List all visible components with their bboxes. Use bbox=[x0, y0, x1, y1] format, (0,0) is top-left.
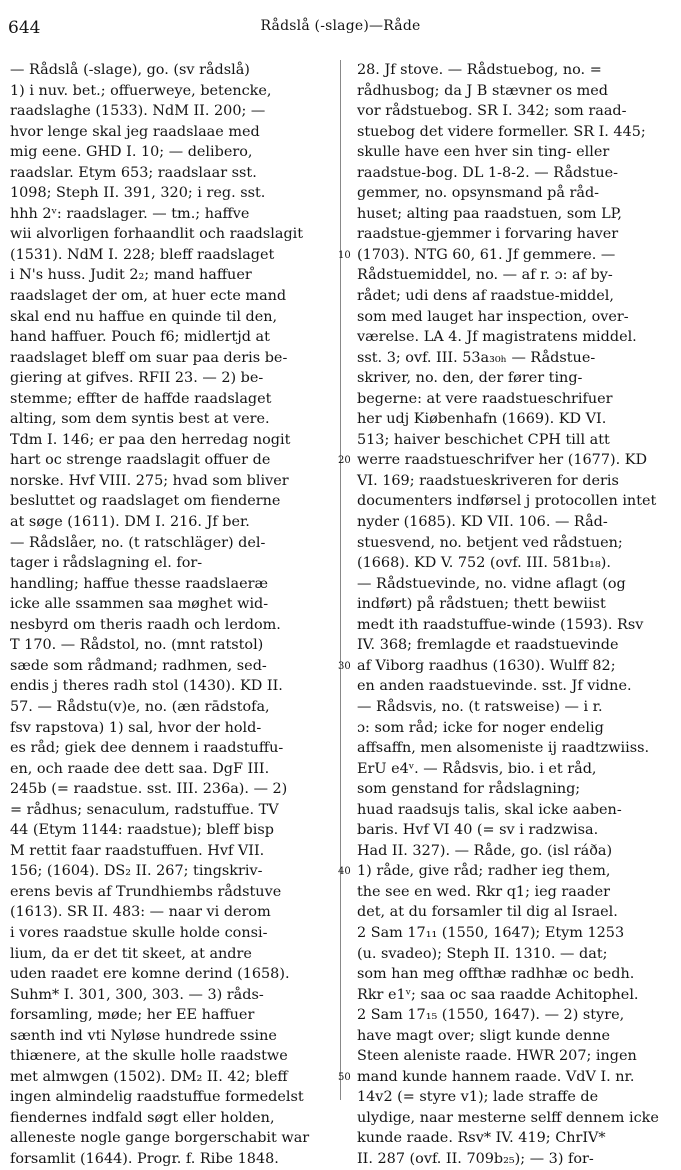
text-line: = rådhus; senaculum, radstuffue. TV bbox=[10, 801, 279, 818]
text-line: stuebog det videre formeller. SR I. 445; bbox=[357, 123, 646, 140]
text-line: skal end nu haffue en quinde til den, bbox=[10, 308, 278, 325]
text-line: — Rådslåer, no. (t ratschläger) del- bbox=[10, 534, 266, 551]
text-line: 2 Sam 17₁₅ (1550, 1647). — 2) styre, bbox=[357, 1007, 625, 1024]
margin-line-number: 20 bbox=[338, 455, 351, 467]
text-line: lium, da er det tit skeet, at andre bbox=[10, 945, 252, 962]
text-line: af Viborg raadhus (1630). Wulff 82; bbox=[357, 657, 616, 674]
page-number: 644 bbox=[8, 18, 41, 38]
running-head: Rådslå (-slage)—Råde bbox=[260, 18, 421, 34]
text-line: gemmer, no. opsynsmand på råd- bbox=[357, 185, 600, 202]
text-line: mand kunde hannem raade. VdV I. nr. bbox=[357, 1068, 635, 1085]
text-line: handling; haffue thesse raadslaeræ bbox=[10, 575, 269, 592]
text-line: i N's huss. Judit 2₂; mand haffuer bbox=[10, 267, 252, 284]
text-line: hart oc strenge raadslagit offuer de bbox=[10, 452, 271, 469]
text-line: giering at gifves. RFII 23. — 2) be- bbox=[10, 370, 264, 387]
text-line: huad raadsujs talis, skal icke aaben- bbox=[357, 801, 622, 818]
text-line: 44 (Etym 1144: raadstue); bleff bisp bbox=[10, 822, 274, 839]
text-line: nesbyrd om theris raadh och lerdom. bbox=[10, 616, 281, 633]
text-line: begerne: at vere raadstueschrifuer bbox=[357, 390, 613, 407]
text-line: 2 Sam 17₁₁ (1550, 1647); Etym 1253 bbox=[357, 924, 625, 941]
text-line: en, och raade dee dett saa. DgF III. bbox=[10, 760, 270, 777]
text-line: raadstue-bog. DL 1-8-2. — Rådstue- bbox=[357, 164, 619, 181]
text-line: (1531). NdM I. 228; bleff raadslaget bbox=[10, 246, 275, 263]
text-line: kunde raade. Rsv* IV. 419; ChrIV* bbox=[357, 1130, 606, 1147]
text-line: (1703). NTG 60, 61. Jf gemmere. — bbox=[357, 246, 616, 263]
text-line: endis j theres radh stol (1430). KD II. bbox=[10, 678, 283, 695]
text-line: Had II. 327). — Råde, go. (isl ráða) bbox=[357, 842, 613, 859]
text-line: forsamling, møde; her EE haffuer bbox=[10, 1007, 255, 1024]
text-line: 1098; Steph II. 391, 320; i reg. sst. bbox=[10, 185, 266, 202]
text-line: es råd; giek dee dennem i raadstuffu- bbox=[10, 740, 284, 757]
text-line: besluttet og raadslaget om fienderne bbox=[10, 493, 281, 510]
text-line: stemme; effter de haffde raadslaget bbox=[10, 390, 272, 407]
text-line: hvor lenge skal jeg raadslaae med bbox=[10, 123, 260, 140]
text-line: rådhusbog; da J B stævner os med bbox=[357, 82, 609, 99]
column-divider bbox=[340, 60, 341, 1100]
text-line: raadslaget bleff om suar paa deris be- bbox=[10, 349, 288, 366]
text-line: baris. Hvf VI 40 (= sv i radzwisa. bbox=[357, 822, 599, 839]
text-line: — Rådsvis, no. (t ratsweise) — i r. bbox=[357, 698, 603, 715]
text-line: VI. 169; raadstueskriveren for deris bbox=[357, 472, 619, 489]
text-line: 156; (1604). DS₂ II. 267; tingskriv- bbox=[10, 863, 263, 880]
text-line: uden raadet ere komne derind (1658). bbox=[10, 966, 290, 983]
margin-line-number: 30 bbox=[338, 660, 351, 672]
text-line: 513; haiver beschichet CPH till att bbox=[357, 431, 610, 448]
text-line: nyder (1685). KD VII. 106. — Råd- bbox=[357, 514, 608, 531]
text-line: det, at du forsamler til dig al Israel. bbox=[357, 904, 618, 921]
text-line: ulydige, naar mesterne selff dennem icke bbox=[357, 1109, 659, 1126]
text-line: fsv rapstova) 1) sal, hvor der hold- bbox=[10, 719, 262, 736]
text-line: raadslaget der om, at huer ecte mand bbox=[10, 288, 287, 305]
text-line: i vores raadstue skulle holde consi- bbox=[10, 924, 268, 941]
text-line: ɔ: som råd; icke for noger endelig bbox=[357, 719, 604, 736]
text-line: documenters indførsel j protocollen intet bbox=[357, 493, 657, 510]
text-line: alleneste nogle gange borgerschabit war bbox=[10, 1130, 310, 1147]
text-line: 245b (= raadstue. sst. III. 236a). — 2) bbox=[10, 781, 288, 798]
text-line: Steen aleniste raade. HWR 207; ingen bbox=[357, 1048, 637, 1065]
text-line: som han meg offthæ radhhæ oc bedh. bbox=[357, 966, 635, 983]
text-line: (u. svadeo); Steph II. 1310. — dat; bbox=[357, 945, 608, 962]
text-line: at søge (1611). DM I. 216. Jf ber. bbox=[10, 514, 250, 531]
left-column bbox=[10, 60, 332, 1167]
text-line: erens bevis af Trundhiembs rådstuve bbox=[10, 883, 282, 900]
text-line: alting, som dem syntis best at vere. bbox=[10, 411, 270, 428]
text-line: — Rådstuevinde, no. vidne aflagt (og bbox=[357, 575, 626, 592]
right-column bbox=[357, 60, 673, 1167]
text-line: skriver, no. den, der fører ting- bbox=[357, 370, 583, 387]
text-line: 1) råde, give råd; radher ieg them, bbox=[357, 863, 611, 880]
margin-line-number: 50 bbox=[338, 1071, 351, 1083]
text-line: M rettit faar raadstuffuen. Hvf VII. bbox=[10, 842, 265, 859]
text-line: 1) i nuv. bet.; offuerweye, betencke, bbox=[10, 82, 272, 99]
text-line: stuesvend, no. betjent ved rådstuen; bbox=[357, 534, 623, 551]
text-line: sst. 3; ovf. III. 53a₃₀ₕ — Rådstue- bbox=[357, 349, 596, 366]
text-line: the see en wed. Rkr q1; ieg raader bbox=[357, 883, 611, 900]
text-line: skulle have een hver sin ting- eller bbox=[357, 144, 610, 161]
text-line: met almwgen (1502). DM₂ II. 42; bleff bbox=[10, 1068, 288, 1085]
text-line: 14v2 (= styre v1); lade straffe de bbox=[357, 1089, 599, 1106]
text-line: ErU e4ᵛ. — Rådsvis, bio. i et råd, bbox=[357, 760, 597, 777]
text-line: huset; alting paa raadstuen, som LP, bbox=[357, 205, 622, 222]
text-line: hhh 2ᵛ: raadslager. — tm.; haffve bbox=[10, 205, 250, 222]
text-line: en anden raadstuevinde. sst. Jf vidne. bbox=[357, 678, 632, 695]
text-line: fiendernes indfald søgt eller holden, bbox=[10, 1109, 275, 1126]
text-line: icke alle ssammen saa møghet wid- bbox=[10, 596, 269, 613]
text-line: have magt over; sligt kunde denne bbox=[357, 1027, 610, 1044]
text-line: Rådstuemiddel, no. — af r. ɔ: af by- bbox=[357, 267, 613, 284]
text-line: (1668). KD V. 752 (ovf. III. 581b₁₈). bbox=[357, 555, 611, 572]
text-line: vor rådstuebog. SR I. 342; som raad- bbox=[357, 103, 627, 120]
text-line: sæde som rådmand; radhmen, sed- bbox=[10, 657, 267, 674]
text-line: IV. 368; fremlagde et raadstuevinde bbox=[357, 637, 619, 654]
margin-line-number: 10 bbox=[338, 249, 351, 261]
text-line: raadslar. Etym 653; raadslaar sst. bbox=[10, 164, 257, 181]
text-line: tager i rådslagning el. for- bbox=[10, 555, 203, 572]
text-line: hand haffuer. Pouch f6; midlertjd at bbox=[10, 329, 270, 346]
text-line: som med lauget har inspection, over- bbox=[357, 308, 629, 325]
text-line: værelse. LA 4. Jf magistratens middel. bbox=[357, 329, 637, 346]
text-line: 28. Jf stove. — Rådstuebog, no. = bbox=[357, 62, 602, 78]
text-line: som genstand for rådslagning; bbox=[357, 781, 581, 798]
text-line: (1613). SR II. 483: — naar vi derom bbox=[10, 904, 271, 921]
text-line: werre raadstueschrifver her (1677). KD bbox=[357, 452, 648, 469]
margin-line-number: 40 bbox=[338, 866, 351, 878]
text-line: her udj Kiøbenhafn (1669). KD VI. bbox=[357, 411, 607, 428]
text-line: sænth ind vti Nyløse hundrede ssine bbox=[10, 1027, 277, 1044]
text-line: norske. Hvf VIII. 275; hvad som bliver bbox=[10, 472, 289, 489]
text-line: forsamlit (1644). Progr. f. Ribe 1848. bbox=[10, 1150, 279, 1167]
text-line: affsaffn, men alsomeniste ij raadtzwiiss. bbox=[357, 740, 650, 757]
text-line: raadslaghe (1533). NdM II. 200; — bbox=[10, 103, 266, 120]
text-line: wii alvorligen forhaandlit och raadslagit bbox=[10, 226, 304, 243]
text-line: raadstue-gjemmer i forvaring haver bbox=[357, 226, 619, 243]
text-line: 57. — Rådstu(v)e, no. (æn rādstofa, bbox=[10, 698, 270, 715]
text-line: — Rådslå (-slage), go. (sv rådslå) bbox=[10, 62, 250, 78]
text-line: ingen almindelig raadstuffue formedelst bbox=[10, 1089, 304, 1106]
text-line: medt ith raadstuffue-winde (1593). Rsv bbox=[357, 616, 644, 633]
text-line: Rkr e1ᵛ; saa oc saa raadde Achitophel. bbox=[357, 986, 639, 1003]
text-line: Tdm I. 146; er paa den herredag nogit bbox=[10, 431, 291, 448]
text-line: II. 287 (ovf. II. 709b₂₅); — 3) for- bbox=[357, 1150, 594, 1167]
text-line: indført) på rådstuen; thett bewiist bbox=[357, 596, 606, 613]
text-line: Suhm* I. 301, 300, 303. — 3) råds- bbox=[10, 986, 264, 1003]
text-line: mig eene. GHD I. 10; — delibero, bbox=[10, 144, 253, 161]
text-line: rådet; udi dens af raadstue-middel, bbox=[357, 288, 614, 305]
text-line: thiænere, at the skulle holle raadstwe bbox=[10, 1048, 288, 1065]
text-line: T 170. — Rådstol, no. (mnt ratstol) bbox=[10, 637, 264, 654]
